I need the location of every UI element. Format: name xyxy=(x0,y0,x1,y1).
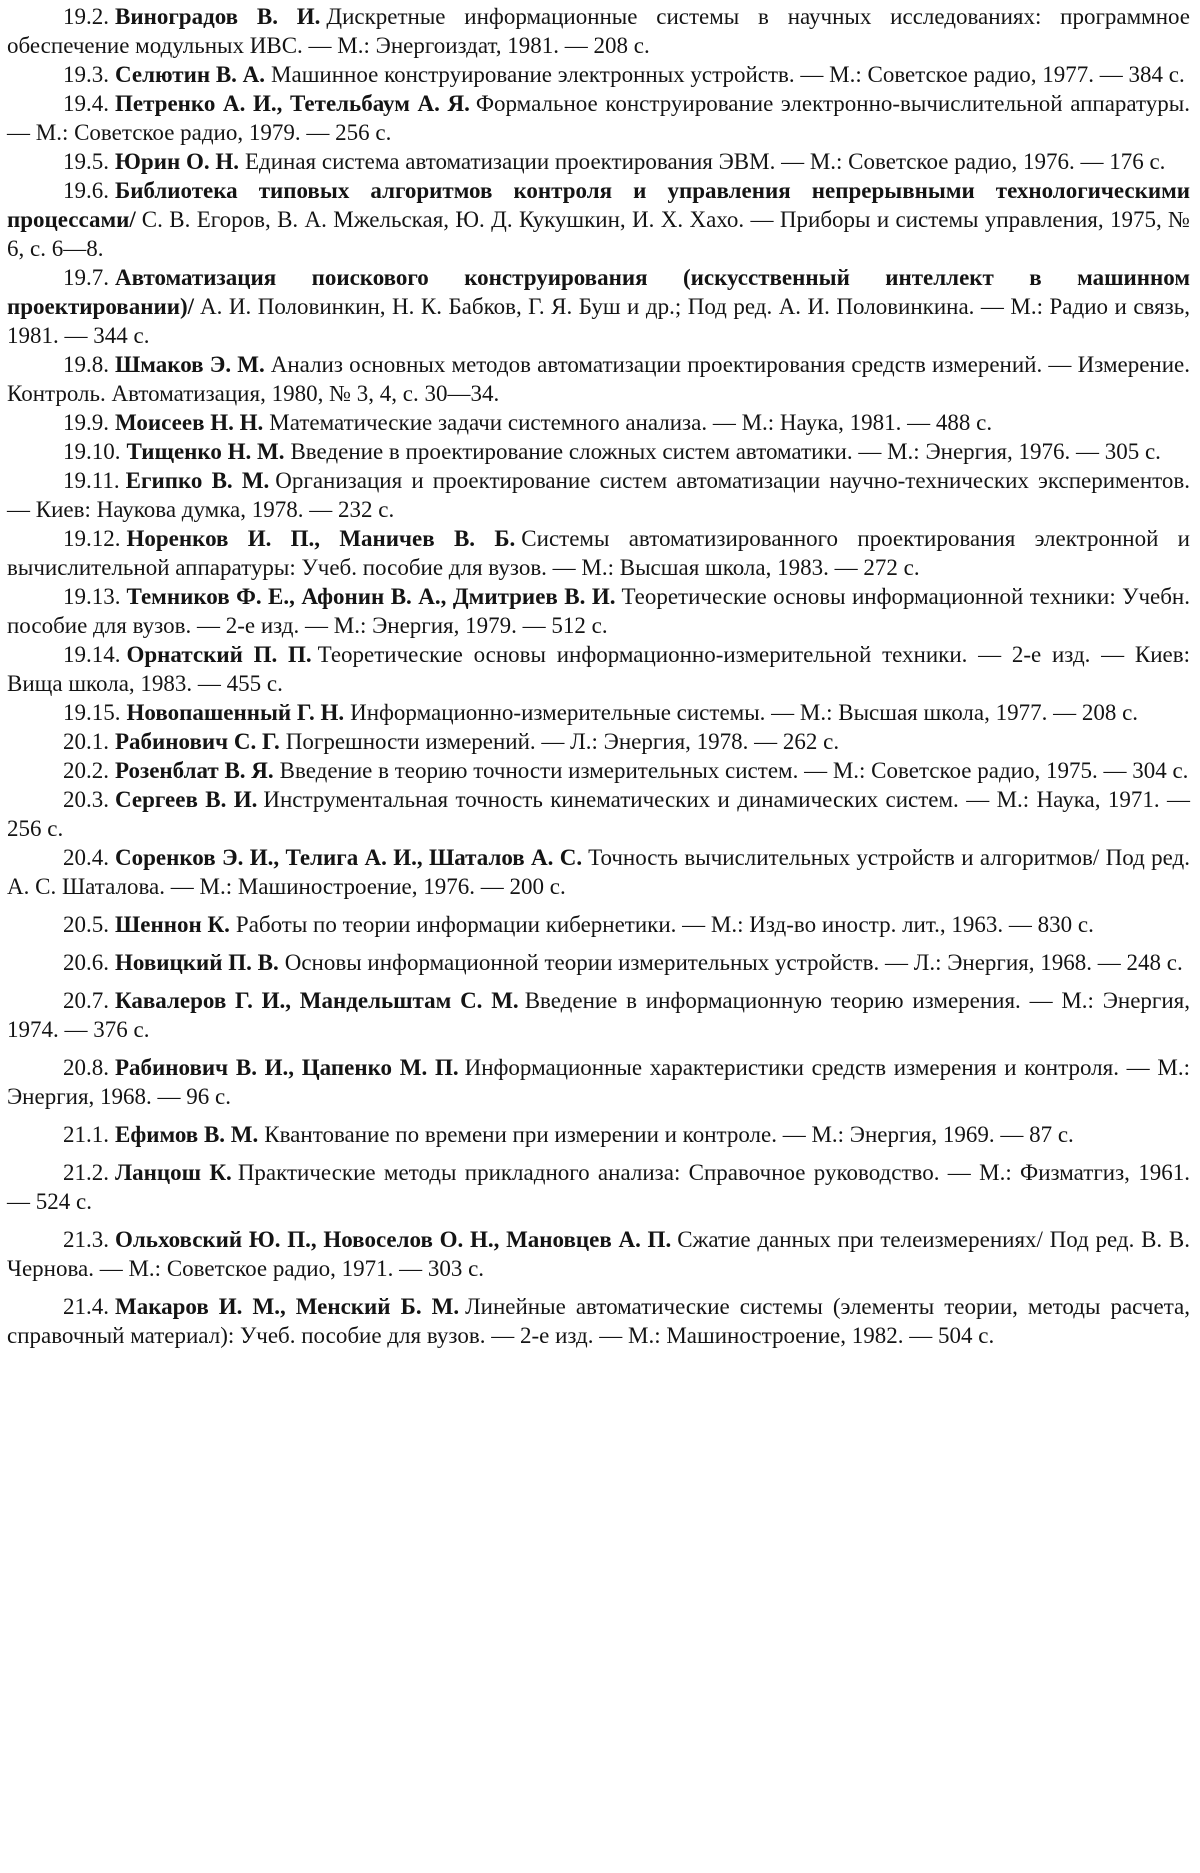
entry-title: Библиотека типовых алгоритмов контроля и управления непрерывными технологическими процессами/ xyxy=(7,178,1190,232)
entry-number: 19.2. xyxy=(63,4,109,29)
entry-author: Шмаков Э. М. xyxy=(115,352,265,377)
entry-body: С. В. Егоров, В. А. Мжельская, Ю. Д. Кукушкин, И. Х. Хахо. — Приборы и системы управления, 1975, № 6, с. 6—8. xyxy=(7,207,1190,261)
entry-body: Инструментальная точность кинематических и динамических систем. — М.: Наука, 1971. — 256 с. xyxy=(7,787,1190,841)
entry-body: Погрешности измерений. — Л.: Энергия, 1978. — 262 с. xyxy=(285,729,840,754)
bibliography-entry xyxy=(7,843,1190,901)
entry-author: Макаров И. М., Менский Б. М. xyxy=(115,1294,460,1319)
bibliography-entry xyxy=(7,986,1190,1044)
bibliography-entry xyxy=(7,640,1190,698)
entry-body: Работы по теории информации кибернетики. — М.: Изд-во иностр. лит., 1963. — 830 с. xyxy=(235,912,1094,937)
entry-body: Основы информационной теории измерительных устройств. — Л.: Энергия, 1968. — 248 с. xyxy=(284,950,1183,975)
bibliography-entry xyxy=(7,466,1190,524)
entry-body: Введение в теорию точности измерительных систем. — М.: Советское радио, 1975. — 304 с. xyxy=(279,758,1189,783)
entry-author: Тищенко Н. М. xyxy=(126,439,285,464)
bibliography-entry xyxy=(7,437,1190,466)
entry-number: 20.5. xyxy=(63,912,109,937)
bibliography-entry xyxy=(7,756,1190,785)
bibliography-entry xyxy=(7,582,1190,640)
entry-title: Автоматизация поискового конструирования (искусственный интеллект в машинном проектировании)/ xyxy=(7,265,1190,319)
entry-number: 20.7. xyxy=(63,988,109,1013)
entry-number: 19.10. xyxy=(63,439,121,464)
bibliography-entry xyxy=(7,910,1190,939)
entry-number: 19.9. xyxy=(63,410,109,435)
entry-number: 19.7. xyxy=(63,265,109,290)
entry-body: Введение в информационную теорию измерения. — М.: Энергия, 1974. — 376 с. xyxy=(7,988,1191,1042)
entry-number: 19.14. xyxy=(63,642,121,667)
entry-author: Сергеев В. И. xyxy=(115,787,258,812)
bibliography-entry xyxy=(7,89,1190,147)
entry-body: А. И. Половинкин, Н. К. Бабков, Г. Я. Буш и др.; Под ред. А. И. Половинкина. — М.: Радио и связь, 1981. — 344 с. xyxy=(7,294,1190,348)
entry-number: 19.11. xyxy=(63,468,120,493)
entry-number: 20.2. xyxy=(63,758,109,783)
entry-body: Сжатие данных при телеизмерениях/ Под ред. В. В. Чернова. — М.: Советское радио, 1971. — 303 с. xyxy=(7,1227,1190,1281)
entry-body: Системы автоматизированного проектирования электронной и вычислительной аппаратуры: Учеб. пособие для вузов. — М.: Высшая школа, 1983. — 272 с. xyxy=(7,526,1190,580)
entry-number: 19.12. xyxy=(63,526,121,551)
entry-author: Петренко А. И., Тетельбаум А. Я. xyxy=(115,91,470,116)
entry-number: 20.4. xyxy=(63,845,109,870)
entry-body: Теоретические основы информационной техники: Учебн. пособие для вузов. — 2-е изд. — М.: Энергия, 1979. — 512 с. xyxy=(7,584,1190,638)
entry-body: Квантование по времени при измерении и контроле. — М.: Энергия, 1969. — 87 с. xyxy=(264,1122,1074,1147)
bibliography-entry xyxy=(7,524,1190,582)
entry-author: Юрин О. Н. xyxy=(115,149,239,174)
entry-author: Новопашенный Г. Н. xyxy=(126,700,345,725)
bibliography-entry xyxy=(7,263,1190,350)
entry-author: Соренков Э. И., Телига А. И., Шаталов А. С. xyxy=(115,845,583,870)
entry-author: Шеннон К. xyxy=(115,912,230,937)
entry-author: Египко В. М. xyxy=(125,468,270,493)
entry-number: 19.4. xyxy=(63,91,109,116)
entry-author: Ольховский Ю. П., Новоселов О. Н., Мановцев А. П. xyxy=(115,1227,672,1252)
entry-number: 21.1. xyxy=(63,1122,109,1147)
entry-author: Кавалеров Г. И., Мандельштам С. М. xyxy=(115,988,519,1013)
entry-number: 19.8. xyxy=(63,352,109,377)
entry-author: Темников Ф. Е., Афонин В. А., Дмитриев В. И. xyxy=(126,584,616,609)
entry-number: 20.6. xyxy=(63,950,109,975)
entry-author: Рабинович С. Г. xyxy=(115,729,280,754)
entry-body: Линейные автоматические системы (элементы теории, методы расчета, справочный материал): Учеб. пособие для вузов. — 2-е изд. — М.: Машиностроение, 1982. — 504 с. xyxy=(7,1294,1190,1348)
entry-body: Введение в проектирование сложных систем автоматики. — М.: Энергия, 1976. — 305 с. xyxy=(290,439,1161,464)
entry-body: Математические задачи системного анализа. — М.: Наука, 1981. — 488 с. xyxy=(269,410,993,435)
entry-number: 19.5. xyxy=(63,149,109,174)
entry-number: 21.3. xyxy=(63,1227,109,1252)
entry-body: Дискретные информационные системы в научных исследованиях: программное обеспечение модульных ИВС. — М.: Энергоиздат, 1981. — 208 с. xyxy=(7,4,1190,58)
bibliography-entry xyxy=(7,2,1190,60)
entry-author: Ефимов В. М. xyxy=(115,1122,259,1147)
entry-number: 21.4. xyxy=(63,1294,109,1319)
bibliography-entry xyxy=(7,147,1190,176)
entry-number: 19.3. xyxy=(63,62,109,87)
entry-author: Розенблат В. Я. xyxy=(115,758,274,783)
entry-author: Норенков И. П., Маничев В. Б. xyxy=(126,526,516,551)
entry-body: Единая система автоматизации проектирования ЭВМ. — М.: Советское радио, 1976. — 176 с. xyxy=(244,149,1166,174)
bibliography-entry xyxy=(7,1292,1190,1350)
entry-author: Селютин В. А. xyxy=(115,62,266,87)
bibliography-entry xyxy=(7,948,1190,977)
entry-number: 19.13. xyxy=(63,584,121,609)
bibliography-entry xyxy=(7,785,1190,843)
bibliography-entry xyxy=(7,1158,1190,1216)
entry-body: Информационно-измерительные системы. — М.: Высшая школа, 1977. — 208 с. xyxy=(350,700,1139,725)
entry-body: Анализ основных методов автоматизации проектирования средств измерений. — Измерение. Контроль. Автоматизация, 1980, № 3, 4, с. 30—34. xyxy=(7,352,1191,406)
entry-number: 20.8. xyxy=(63,1055,109,1080)
entry-number: 21.2. xyxy=(63,1160,109,1185)
entry-body: Теоретические основы информационно-измерительной техники. — 2-е изд. — Киев: Вища школа, 1983. — 455 с. xyxy=(7,642,1190,696)
entry-author: Ланцош К. xyxy=(115,1160,232,1185)
entry-number: 20.1. xyxy=(63,729,109,754)
entry-author: Новицкий П. В. xyxy=(115,950,279,975)
entry-body: Формальное конструирование электронно-вычислительной аппаратуры. — М.: Советское радио, 1979. — 256 с. xyxy=(7,91,1190,145)
bibliography-entry xyxy=(7,1053,1190,1111)
entry-author: Моисеев Н. Н. xyxy=(115,410,264,435)
entry-number: 19.6. xyxy=(63,178,109,203)
entry-body: Практические методы прикладного анализа: Справочное руководство. — М.: Физматгиз, 1961. — 524 с. xyxy=(7,1160,1190,1214)
entry-body: Точность вычислительных устройств и алгоритмов/ Под ред. А. С. Шаталова. — М.: Машиностроение, 1976. — 200 с. xyxy=(7,845,1190,899)
entry-body: Машинное конструирование электронных устройств. — М.: Советское радио, 1977. — 384 с. xyxy=(271,62,1185,87)
bibliography-entry xyxy=(7,1225,1190,1283)
entry-author: Орнатский П. П. xyxy=(126,642,312,667)
bibliography-entry xyxy=(7,408,1190,437)
entry-body: Организация и проектирование систем автоматизации научно-технических экспериментов. — Киев: Наукова думка, 1978. — 232 с. xyxy=(7,468,1190,522)
bibliography-entry xyxy=(7,60,1190,89)
entry-number: 20.3. xyxy=(63,787,109,812)
entry-author: Виноградов В. И. xyxy=(115,4,321,29)
entry-body: Информационные характеристики средств измерения и контроля. — М.: Энергия, 1968. — 96 с. xyxy=(7,1055,1190,1109)
bibliography-entry xyxy=(7,350,1190,408)
entry-number: 19.15. xyxy=(63,700,121,725)
entry-author: Рабинович В. И., Цапенко М. П. xyxy=(115,1055,459,1080)
bibliography-entry xyxy=(7,727,1190,756)
bibliography-entry xyxy=(7,1120,1190,1149)
bibliography-entry xyxy=(7,698,1190,727)
bibliography-entry xyxy=(7,176,1190,263)
